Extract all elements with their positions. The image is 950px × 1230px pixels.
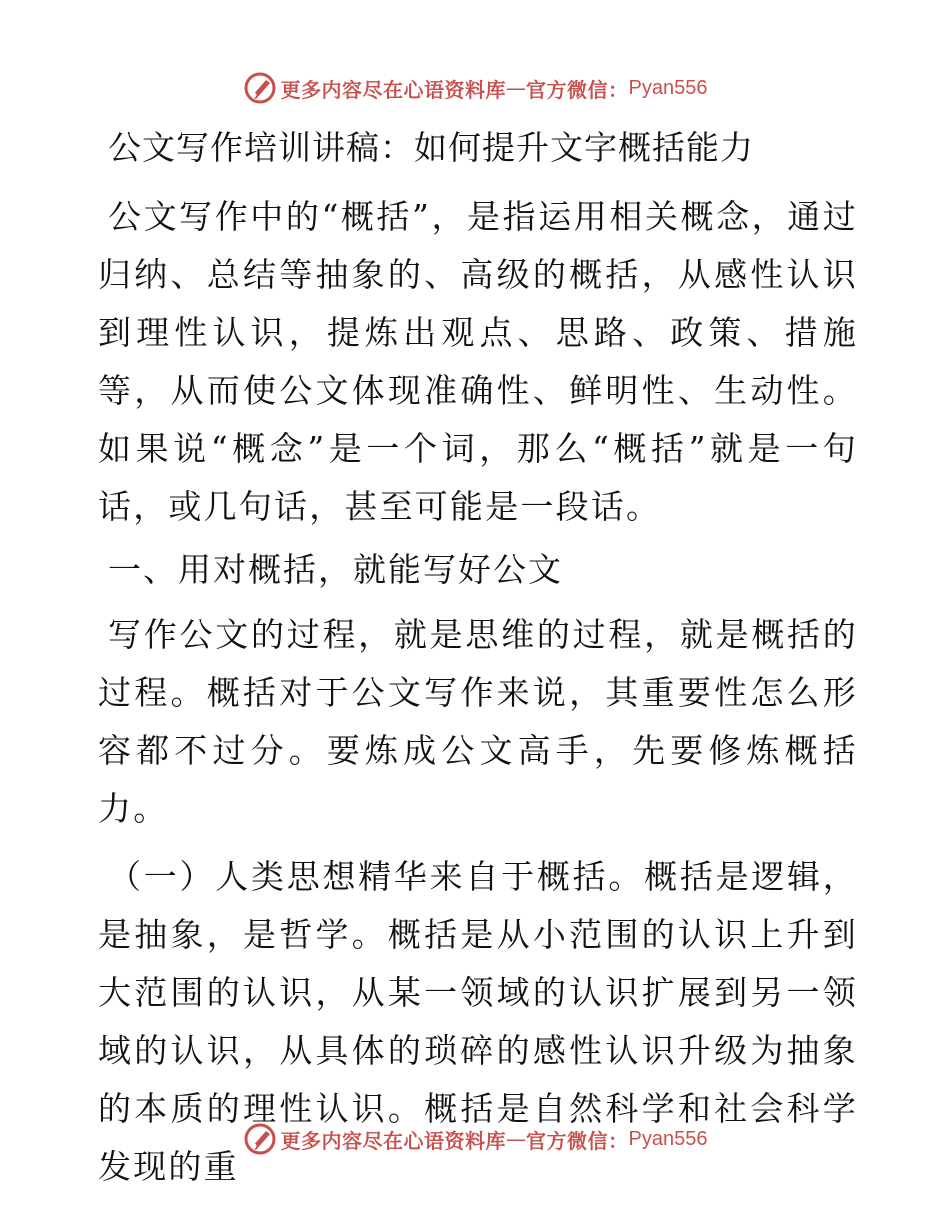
pen-circle-logo-icon: [243, 71, 277, 105]
footer-banner: [0, 1119, 950, 1159]
banner-wechat-id: Pyan556: [628, 76, 708, 99]
intro-paragraph: 公文写作中的“概括”，是指运用相关概念，通过归纳、总结等抽象的、高级的概括，从感性认识到理性认识，提炼出观点、思路、政策、措施等，从而使公文体现准确性、鲜明性、生动性。如果说“概念”是一个词，那么“概括”就是一句话，或几句话，甚至可能是一段话。: [98, 197, 858, 526]
banner-separator: —: [506, 76, 527, 100]
subsection-paragraph: （一）人类思想精华来自于概括。概括是逻辑，是抽象，是哲学。概括是从小范围的认识上升到大范围的认识，从某一领域的认识扩展到另一领域的认识，从具体的琐碎的感性认识升级为抽象的本质的理性认识。概括是自然科学和社会科学发现的重: [98, 857, 858, 1186]
document-body: [98, 124, 858, 1206]
banner-separator: —: [506, 1127, 527, 1151]
section-paragraph: 写作公文的过程，就是思维的过程，就是概括的过程。概括对于公文写作来说，其重要性怎么形容都不过分。要炼成公文高手，先要修炼概括力。: [98, 615, 858, 828]
pen-circle-logo-icon: [243, 1122, 277, 1156]
banner-wechat-label: 官方微信：: [526, 77, 629, 102]
banner-wechat-label: 官方微信：: [526, 1128, 629, 1153]
document-title: 公文写作培训讲稿：如何提升文字概括能力: [108, 128, 754, 167]
section-heading: 一、用对概括，就能写好公文: [108, 550, 563, 589]
banner-slogan: 更多内容尽在心语资料库: [280, 77, 507, 102]
banner-wechat-id: Pyan556: [628, 1127, 708, 1150]
banner-slogan: 更多内容尽在心语资料库: [280, 1128, 507, 1153]
header-banner: [0, 68, 950, 108]
